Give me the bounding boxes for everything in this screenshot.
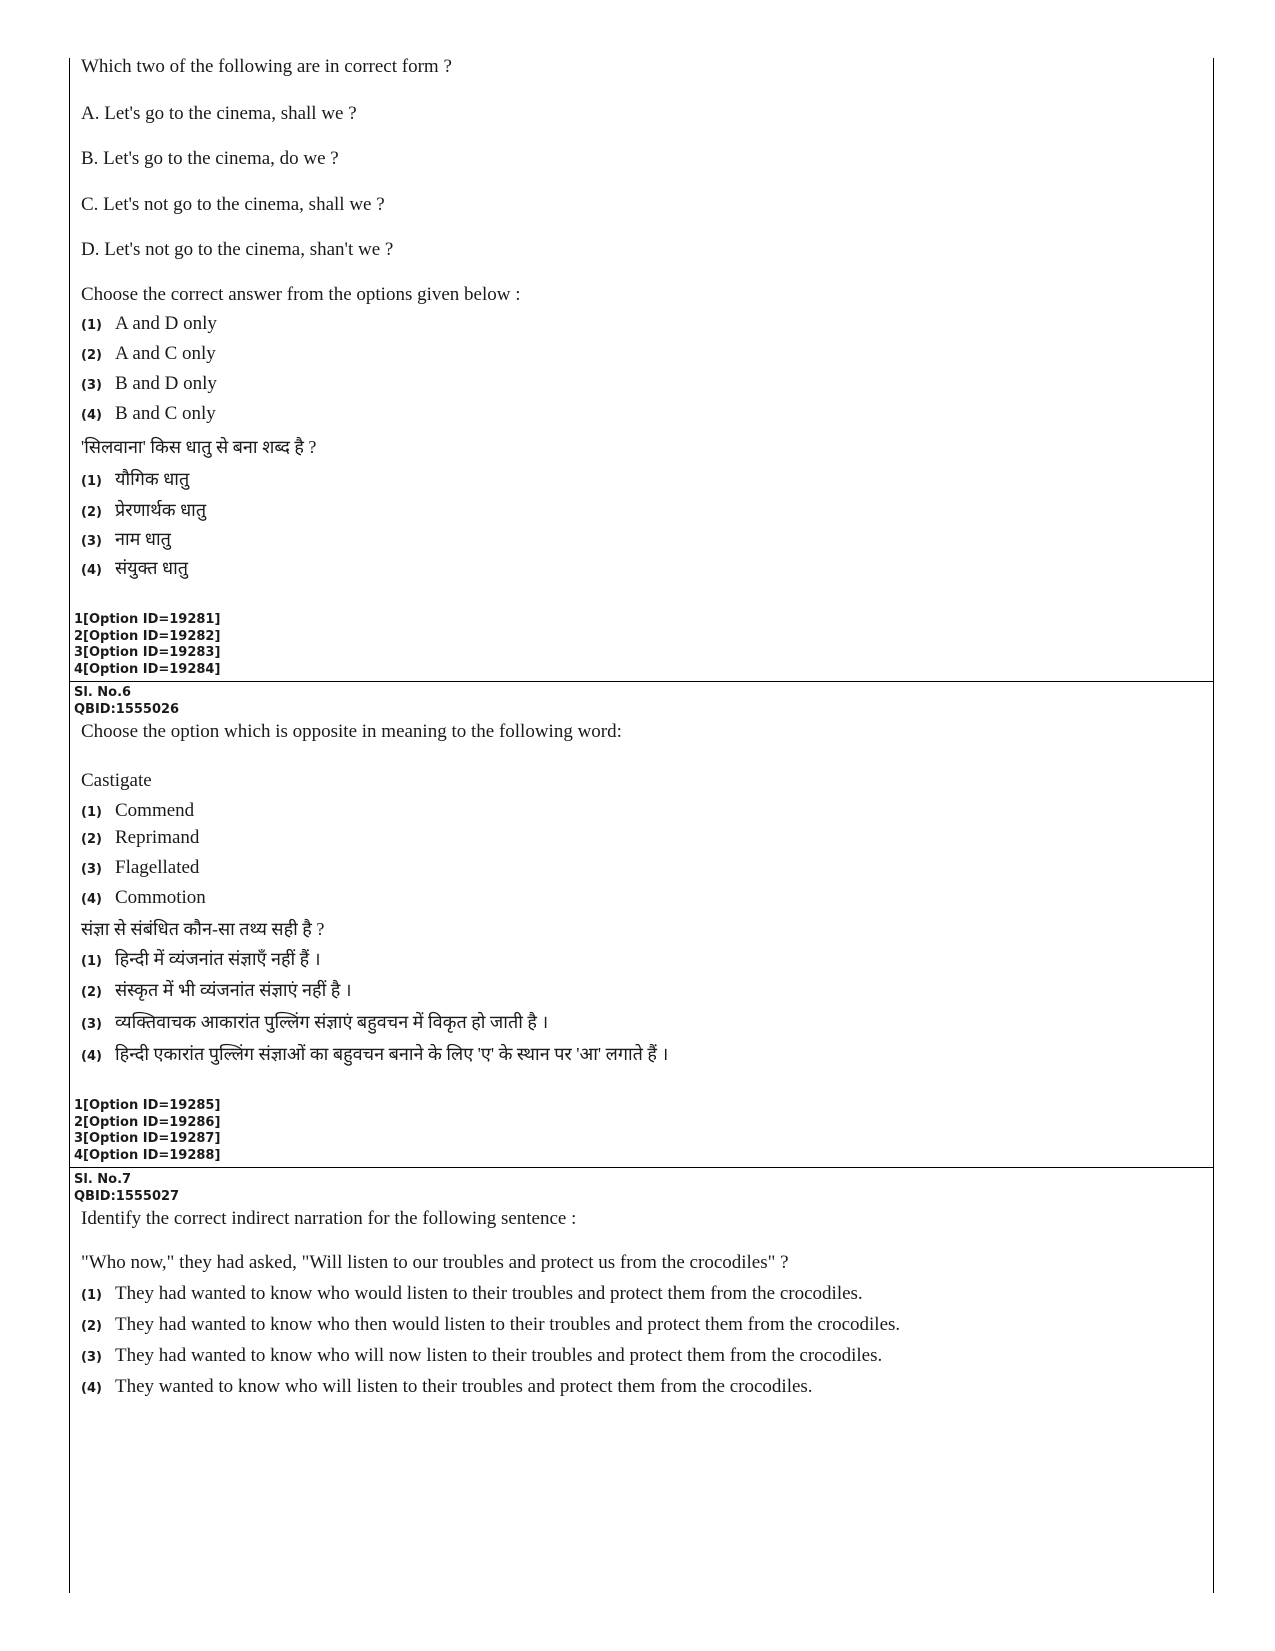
- question-prompt: Which two of the following are in correct form ?: [81, 56, 452, 77]
- option-text: A and D only: [115, 313, 217, 334]
- option-number: (4): [81, 563, 102, 578]
- option-number: (1): [81, 1288, 102, 1303]
- option-item[interactable]: [81, 373, 217, 395]
- right-border: [1213, 58, 1214, 1593]
- option-item[interactable]: [81, 1283, 863, 1305]
- option-number: (2): [81, 985, 102, 1000]
- statement-c: C. Let's not go to the cinema, shall we ?: [81, 194, 385, 215]
- statement-d: D. Let's not go to the cinema, shan't we ?: [81, 239, 394, 260]
- option-text: संयुक्त धातु: [115, 558, 189, 578]
- option-text: व्यक्तिवाचक आकारांत पुल्लिंग संज्ञाएं बहुवचन में विकृत हो जाती है ।: [115, 1012, 549, 1032]
- option-number: (1): [81, 805, 102, 820]
- option-number: (2): [81, 832, 102, 847]
- option-text: Reprimand: [115, 827, 200, 848]
- option-number: (1): [81, 954, 102, 969]
- statement-a: A. Let's go to the cinema, shall we ?: [81, 103, 357, 124]
- option-id: 2[Option ID=19286]: [74, 1114, 221, 1130]
- option-text: नाम धातु: [115, 529, 171, 549]
- option-text: हिन्दी में व्यंजनांत संज्ञाएँ नहीं हैं ।: [115, 949, 321, 969]
- option-number: (3): [81, 1017, 102, 1032]
- question-sentence: "Who now," they had asked, "Will listen to our troubles and protect us from the crocodiles" ?: [81, 1252, 789, 1273]
- option-text: यौगिक धातु: [115, 469, 190, 489]
- hindi-question-prompt: संज्ञा से संबंधित कौन-सा तथ्य सही है ?: [81, 919, 325, 939]
- option-id: 1[Option ID=19285]: [74, 1098, 221, 1113]
- hindi-option-item[interactable]: [81, 978, 352, 1002]
- option-text: Flagellated: [115, 857, 200, 878]
- hindi-option-item[interactable]: [81, 467, 189, 491]
- option-text: They had wanted to know who would listen to their troubles and protect them from the crocodiles.: [115, 1283, 863, 1304]
- option-text: संस्कृत में भी व्यंजनांत संज्ञाएं नहीं है ।: [115, 980, 352, 1000]
- left-border: [69, 58, 70, 1593]
- option-id: 1[Option ID=19281]: [74, 612, 221, 627]
- option-id: 3[Option ID=19283]: [74, 645, 221, 660]
- option-id: 2[Option ID=19282]: [74, 628, 221, 644]
- option-item[interactable]: [81, 1376, 813, 1398]
- serial-number: Sl. No.6: [74, 685, 132, 700]
- option-item[interactable]: [81, 403, 216, 425]
- option-id-list: [74, 612, 220, 678]
- option-text: B and C only: [115, 403, 216, 424]
- hindi-option-item[interactable]: [81, 498, 206, 522]
- qbid: QBID:1555026: [74, 701, 180, 717]
- option-item[interactable]: [81, 343, 216, 365]
- option-item[interactable]: [81, 1345, 882, 1367]
- option-number: (4): [81, 408, 102, 423]
- option-text: Commend: [115, 800, 195, 821]
- question-header: [74, 685, 179, 718]
- option-text: They had wanted to know who will now listen to their troubles and protect them from the crocodiles.: [115, 1345, 883, 1366]
- option-number: (1): [81, 474, 102, 489]
- divider: [69, 1167, 1214, 1168]
- option-id: 4[Option ID=19288]: [74, 1147, 221, 1163]
- option-text: They wanted to know who will listen to their troubles and protect them from the crocodiles.: [115, 1376, 813, 1397]
- option-number: (4): [81, 1049, 102, 1064]
- question-prompt: Choose the option which is opposite in meaning to the following word:: [81, 721, 622, 742]
- serial-number: Sl. No.7: [74, 1172, 132, 1187]
- option-text: They had wanted to know who then would listen to their troubles and protect them from the crocodiles.: [115, 1314, 901, 1335]
- option-item[interactable]: [81, 800, 194, 822]
- option-text: हिन्दी एकारांत पुल्लिंग संज्ञाओं का बहुवचन बनाने के लिए 'ए' के स्थान पर 'आ' लगाते हैं ।: [115, 1044, 669, 1064]
- option-item[interactable]: [81, 1314, 900, 1336]
- question-word: Castigate: [81, 770, 152, 791]
- option-id: 4[Option ID=19284]: [74, 661, 221, 677]
- option-item[interactable]: [81, 887, 206, 909]
- question-instruction: Choose the correct answer from the options given below :: [81, 284, 521, 305]
- hindi-option-item[interactable]: [81, 527, 171, 551]
- option-number: (2): [81, 348, 102, 363]
- option-number: (1): [81, 318, 102, 333]
- option-id: 3[Option ID=19287]: [74, 1131, 221, 1146]
- question-header: [74, 1172, 179, 1205]
- option-item[interactable]: [81, 827, 199, 849]
- statement-b: B. Let's go to the cinema, do we ?: [81, 148, 339, 169]
- hindi-option-item[interactable]: [81, 947, 321, 971]
- hindi-question-prompt: 'सिलवाना' किस धातु से बना शब्द है ?: [81, 437, 317, 457]
- option-number: (3): [81, 534, 102, 549]
- option-number: (2): [81, 1319, 102, 1334]
- qbid: QBID:1555027: [74, 1188, 180, 1204]
- option-id-list: [74, 1098, 220, 1164]
- question-prompt: Identify the correct indirect narration for the following sentence :: [81, 1208, 577, 1229]
- option-text: प्रेरणार्थक धातु: [115, 500, 207, 520]
- hindi-option-item[interactable]: [81, 556, 188, 580]
- option-number: (3): [81, 378, 102, 393]
- option-number: (4): [81, 1381, 102, 1396]
- option-text: Commotion: [115, 887, 206, 908]
- option-number: (4): [81, 892, 102, 907]
- divider: [69, 681, 1214, 682]
- hindi-option-item[interactable]: [81, 1042, 668, 1066]
- option-number: (2): [81, 505, 102, 520]
- option-text: A and C only: [115, 343, 216, 364]
- option-item[interactable]: [81, 313, 217, 335]
- option-number: (3): [81, 1350, 102, 1365]
- option-item[interactable]: [81, 857, 199, 879]
- option-text: B and D only: [115, 373, 217, 394]
- option-number: (3): [81, 862, 102, 877]
- hindi-option-item[interactable]: [81, 1010, 548, 1034]
